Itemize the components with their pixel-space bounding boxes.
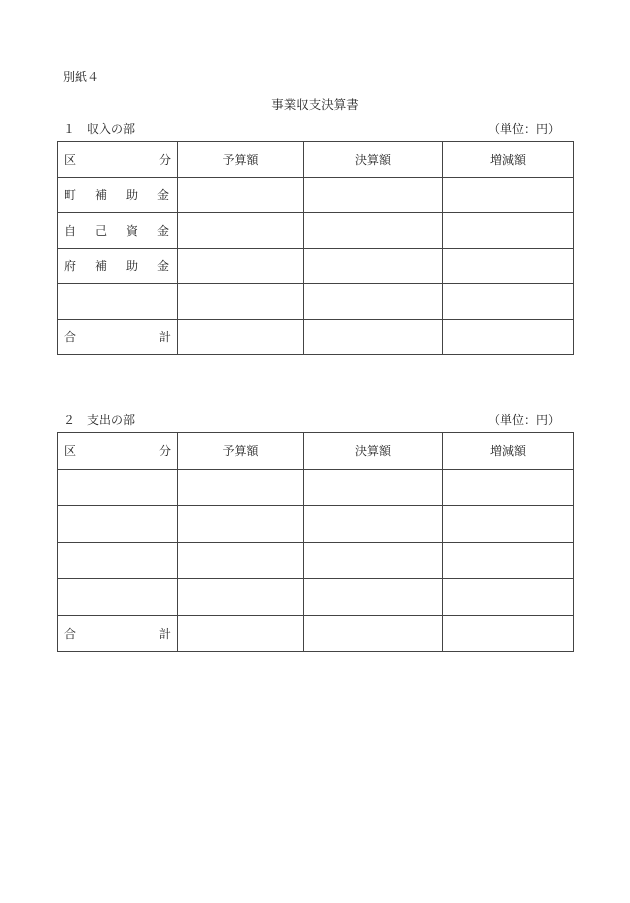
difference-cell[interactable]: [443, 177, 574, 213]
table-row: [58, 506, 574, 543]
difference-cell[interactable]: [443, 284, 574, 320]
row-category: 合 計: [64, 626, 171, 641]
actual-cell[interactable]: [304, 319, 443, 355]
table-row: [58, 284, 574, 320]
difference-cell[interactable]: [443, 469, 574, 506]
budget-cell[interactable]: [178, 542, 304, 579]
row-category: 府補助金: [64, 259, 189, 274]
actual-cell[interactable]: [304, 213, 443, 249]
header-actual: 決算額: [304, 142, 443, 178]
table-header-row: [58, 433, 574, 470]
difference-cell[interactable]: [443, 506, 574, 543]
table-header-row: [58, 142, 574, 178]
actual-cell[interactable]: [304, 177, 443, 213]
budget-cell[interactable]: [178, 506, 304, 543]
actual-cell[interactable]: [304, 579, 443, 616]
table-row: [58, 248, 574, 284]
difference-cell[interactable]: [443, 213, 574, 249]
difference-cell[interactable]: [443, 319, 574, 355]
row-category: 合 計: [64, 330, 171, 345]
header-difference: 増減額: [443, 142, 574, 178]
table-row: [58, 177, 574, 213]
header-budget: 予算額: [178, 433, 304, 470]
actual-cell[interactable]: [304, 615, 443, 652]
header-difference: 増減額: [443, 433, 574, 470]
row-category: 自己資金: [64, 223, 189, 238]
actual-cell[interactable]: [304, 469, 443, 506]
table-row: [58, 213, 574, 249]
difference-cell[interactable]: [443, 579, 574, 616]
budget-cell[interactable]: [178, 284, 304, 320]
header-category: 区 分: [64, 152, 171, 167]
header-actual: 決算額: [304, 433, 443, 470]
difference-cell[interactable]: [443, 248, 574, 284]
actual-cell[interactable]: [304, 284, 443, 320]
income-section-title: １ 収入の部: [63, 122, 136, 136]
expense-section-title: ２ 支出の部: [63, 413, 136, 427]
table-row: [58, 579, 574, 616]
expense-table: [57, 432, 574, 652]
row-category: 町補助金: [64, 188, 189, 203]
header-budget: 予算額: [178, 142, 304, 178]
attachment-label: 別紙４: [63, 70, 100, 84]
actual-cell[interactable]: [304, 248, 443, 284]
document-title: 事業収支決算書: [271, 97, 359, 112]
actual-cell[interactable]: [304, 542, 443, 579]
header-category: 区 分: [64, 444, 171, 459]
budget-cell[interactable]: [178, 579, 304, 616]
income-table: [57, 141, 574, 355]
table-row: [58, 542, 574, 579]
table-row: [58, 469, 574, 506]
difference-cell[interactable]: [443, 542, 574, 579]
income-unit: （単位：円）: [487, 122, 560, 136]
budget-cell[interactable]: [178, 615, 304, 652]
budget-cell[interactable]: [178, 248, 304, 284]
budget-cell[interactable]: [178, 177, 304, 213]
budget-cell[interactable]: [178, 319, 304, 355]
budget-cell[interactable]: [178, 469, 304, 506]
difference-cell[interactable]: [443, 615, 574, 652]
actual-cell[interactable]: [304, 506, 443, 543]
expense-unit: （単位：円）: [487, 413, 560, 427]
budget-cell[interactable]: [178, 213, 304, 249]
table-row: [58, 319, 574, 355]
table-row: [58, 615, 574, 652]
